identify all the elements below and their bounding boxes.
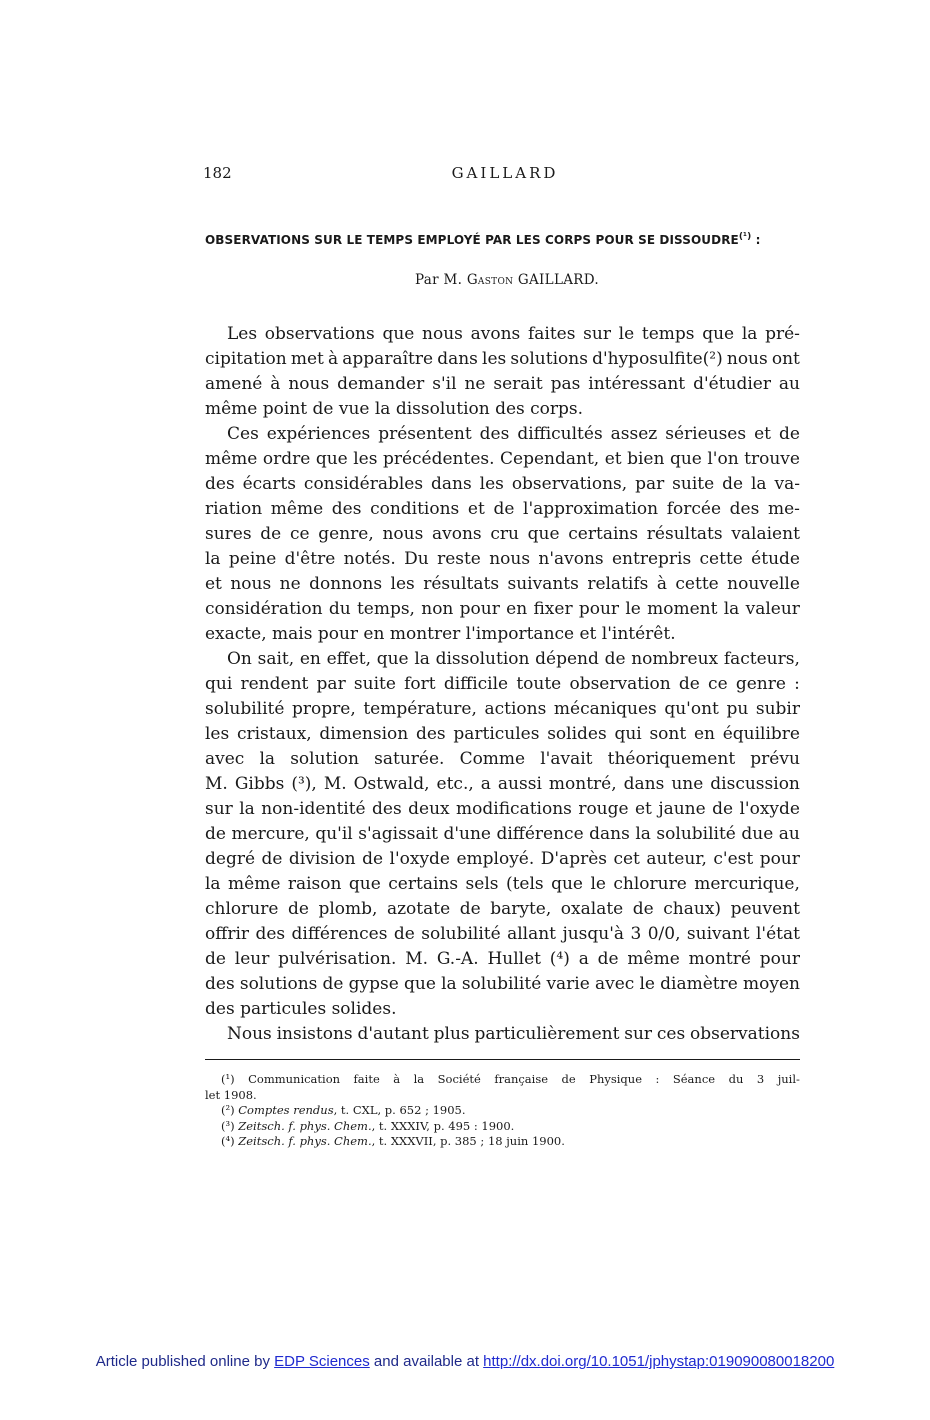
- publisher-link[interactable]: EDP Sciences: [274, 1353, 370, 1370]
- running-title: GAILLARD: [451, 164, 559, 182]
- footnote-2: [205, 1103, 800, 1119]
- body-line: même ordre que les précédentes. Cependant, et bien que l'on trouve: [205, 449, 800, 469]
- publisher-footer: [0, 1353, 930, 1370]
- body-text: [205, 322, 800, 1047]
- footnote-4-journal: Zeitsch. f. phys. Chem.: [238, 1134, 372, 1148]
- footnote-4-marker: (⁴): [221, 1134, 239, 1148]
- article-title: [205, 232, 805, 247]
- body-line: On sait, en effet, que la dissolution dépend de nombreux facteurs,: [227, 649, 800, 669]
- footnote-4: [205, 1134, 800, 1150]
- body-line: qui rendent par suite fort difficile toute observation de ce genre :: [205, 674, 800, 694]
- body-line: même point de vue la dissolution des corps.: [205, 399, 584, 419]
- doi-link[interactable]: http://dx.doi.org/10.1051/jphystap:019090080018200: [483, 1353, 835, 1370]
- byline: [0, 272, 930, 288]
- footnotes: [205, 1072, 800, 1150]
- footnote-2-ref: , t. CXL, p. 652 ; 1905.: [333, 1103, 466, 1117]
- body-line: amené à nous demander s'il ne serait pas intéressant d'étudier au: [205, 374, 800, 394]
- body-line: sur la non-identité des deux modifications rouge et jaune de l'oxyde: [205, 799, 800, 819]
- body-line: exacte, mais pour en montrer l'importance et l'intérêt.: [205, 624, 676, 644]
- body-line: M. Gibbs (³), M. Ostwald, etc., a aussi montré, dans une discussion: [205, 774, 800, 794]
- byline-prefix: Par M.: [415, 272, 467, 288]
- body-line: chlorure de plomb, azotate de baryte, oxalate de chaux) peuvent: [205, 899, 800, 919]
- body-line: les cristaux, dimension des particules solides qui sont en équilibre: [205, 724, 800, 744]
- body-line: Nous insistons d'autant plus particulièrement sur ces observations: [227, 1024, 800, 1044]
- footer-prefix: Article published online by: [95, 1353, 275, 1370]
- footnote-1-line-1: (¹) Communication faite à la Société française de Physique : Séance du 3 juil-: [221, 1072, 800, 1086]
- footnote-2-journal: Comptes rendus: [238, 1103, 334, 1117]
- body-line: la peine d'être notés. Du reste nous n'avons entrepris cette étude: [205, 549, 800, 569]
- footnote-rule: [205, 1059, 800, 1060]
- page-number: 182: [203, 164, 232, 182]
- body-line: Les observations que nous avons faites sur le temps que la pré-: [227, 324, 800, 344]
- body-line: riation même des conditions et de l'approximation forcée des me-: [205, 499, 800, 519]
- body-line: des écarts considérables dans les observations, par suite de la va-: [205, 474, 800, 494]
- footnote-1-line-2: let 1908.: [205, 1087, 257, 1102]
- footnote-3: [205, 1119, 800, 1135]
- body-line: offrir des différences de solubilité allant jusqu'à 3 0/0, suivant l'état: [205, 924, 800, 944]
- body-line: des particules solides.: [205, 999, 397, 1019]
- body-line: la même raison que certains sels (tels que le chlorure mercurique,: [205, 874, 800, 894]
- footnote-2-marker: (²): [221, 1103, 239, 1117]
- footnote-3-journal: Zeitsch. f. phys. Chem.: [238, 1118, 372, 1133]
- body-line: Ces expériences présentent des difficultés assez sérieuses et de: [227, 424, 800, 444]
- article-title-text: OBSERVATIONS SUR LE TEMPS EMPLOYÉ PAR LES CORPS POUR SE DISSOUDRE: [205, 233, 739, 247]
- body-line: de leur pulvérisation. M. G.-A. Hullet (⁴) a de même montré pour: [205, 949, 800, 969]
- body-line: considération du temps, non pour en fixer pour le moment la valeur: [205, 599, 800, 619]
- body-line: sures de ce genre, nous avons cru que certains résultats valaient: [205, 524, 800, 544]
- body-line: cipitation met à apparaître dans les solutions d'hyposulfite(²) nous ont: [205, 349, 800, 369]
- body-line: des solutions de gypse que la solubilité varie avec le diamètre moyen: [205, 974, 800, 994]
- body-line: avec la solution saturée. Comme l'avait théoriquement prévu: [205, 749, 800, 769]
- footnote-3-ref: , t. XXXIV, p. 495 : 1900.: [371, 1118, 515, 1133]
- body-line: degré de division de l'oxyde employé. D'après cet auteur, c'est pour: [205, 849, 800, 869]
- body-line: et nous ne donnons les résultats suivants relatifs à cette nouvelle: [205, 574, 800, 594]
- byline-surname: GAILLARD.: [513, 272, 599, 288]
- title-colon: :: [751, 233, 761, 247]
- byline-first-name: Gaston: [466, 272, 514, 288]
- body-line: de mercure, qu'il s'agissait d'une différence dans la solubilité due au: [205, 824, 800, 844]
- title-footnote-marker: (¹): [738, 232, 752, 242]
- footnote-3-marker: (³): [221, 1118, 239, 1133]
- body-line: solubilité propre, température, actions mécaniques qu'ont pu subir: [205, 699, 800, 719]
- footer-middle: and available at: [369, 1353, 484, 1370]
- footnote-4-ref: , t. XXXVII, p. 385 ; 18 juin 1900.: [371, 1134, 565, 1148]
